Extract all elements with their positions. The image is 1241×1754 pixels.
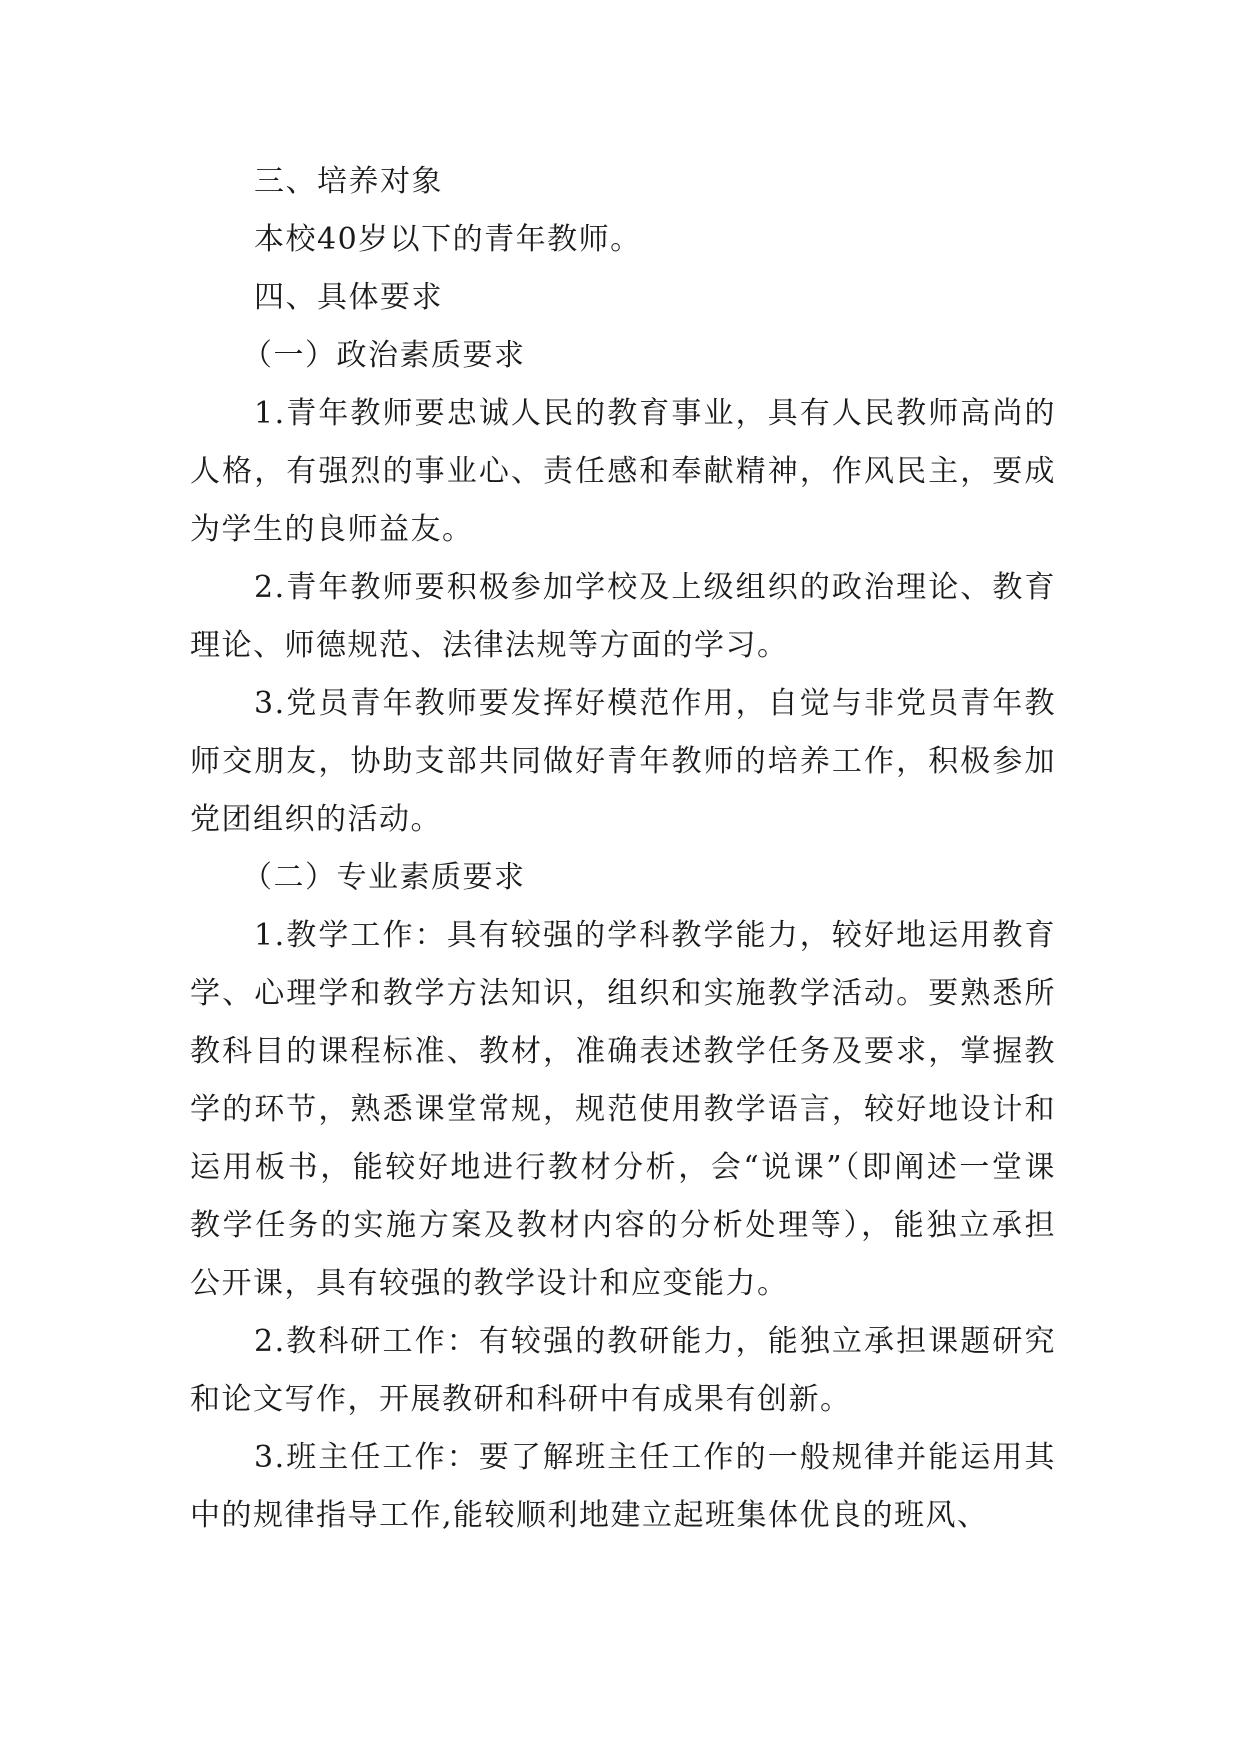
subsection-title-professional: （二）专业素质要求 xyxy=(242,860,526,895)
political-item-1: 1.青年教师要忠诚人民的教育事业，具有人民教师高尚的人格，有强烈的事业心、责任感和奉献精神，作风民主，要成为学生的良师益友。 xyxy=(190,396,1056,547)
political-item-3: 3.党员青年教师要发挥好模范作用，自觉与非党员青年教师交朋友，协助支部共同做好青年教师的培养工作，积极参加党团组织的活动。 xyxy=(190,686,1056,837)
subsection-title-political: （一）政治素质要求 xyxy=(242,338,526,373)
professional-item-1: 1.教学工作：具有较强的学科教学能力，较好地运用教育学、心理学和教学方法知识，组织和实施教学活动。要熟悉所教科目的课程标准、教材，准确表述教学任务及要求，掌握教学的环节，熟悉课堂常规，规范使用教学语言，较好地设计和运用板书，能较好地进行教材分析，会“说课”（即阐述一堂课教学任务的实施方案及教材内容的分析处理等），能独立承担公开课，具有较强的教学设计和应变能力。 xyxy=(190,918,1056,1301)
professional-item-2: 2.教科研工作：有较强的教研能力，能独立承担课题研究和论文写作，开展教研和科研中有成果有创新。 xyxy=(190,1324,1056,1417)
section-heading-training-target: 三、培养对象 xyxy=(254,164,443,199)
professional-item-3: 3.班主任工作：要了解班主任工作的一般规律并能运用其中的规律指导工作,能较顺利地建立起班集体优良的班风、 xyxy=(190,1440,1056,1533)
section-heading-requirements: 四、具体要求 xyxy=(254,280,443,315)
political-item-2: 2.青年教师要积极参加学校及上级组织的政治理论、教育理论、师德规范、法律法规等方面的学习。 xyxy=(190,570,1056,663)
document-body xyxy=(190,153,1056,1545)
training-target-text: 本校40岁以下的青年教师。 xyxy=(254,222,642,257)
